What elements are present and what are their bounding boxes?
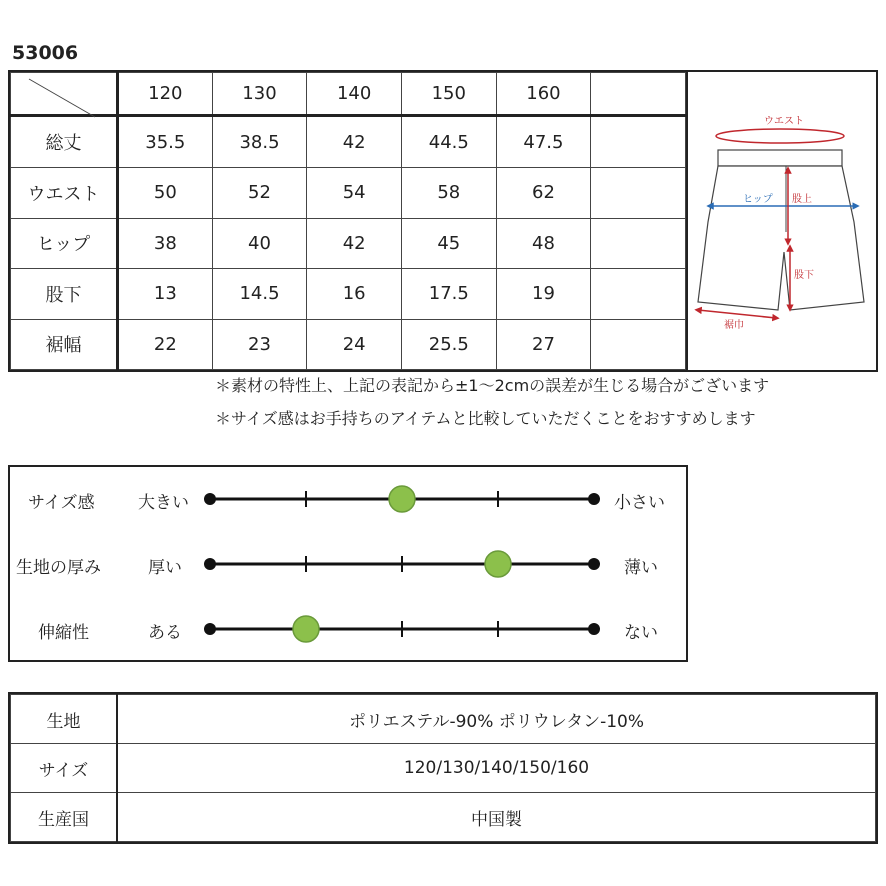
row-label: 総丈 [11,115,118,167]
table-row [11,168,686,218]
row-label: 股下 [11,269,118,319]
scale-label-size: サイズ感 [28,493,95,513]
table-cell: 42 [307,115,402,167]
table-row [11,269,686,319]
table-cell [591,218,686,268]
product-code: 53006 [12,42,79,64]
table-cell: 22 [118,319,213,369]
spec-table [8,692,878,844]
table-row [11,695,876,744]
size-header: 160 [496,73,591,116]
spec-key-origin: 生産国 [11,793,118,842]
table-cell: 24 [307,319,402,369]
table-row [11,793,876,842]
scale-label-stretch: 伸縮性 [38,623,89,643]
table-cell: 40 [212,218,307,268]
table-cell: 50 [118,168,213,218]
table-cell: 48 [496,218,591,268]
table-cell: 14.5 [212,269,307,319]
fit-scale-panel [8,465,688,662]
table-row [11,744,876,793]
spec-value-fabric: ポリエステル-90% ポリウレタン-10% [117,695,876,744]
table-cell: 13 [118,269,213,319]
scale-right-label: ない [624,623,658,643]
table-cell: 19 [496,269,591,319]
rise-label: 股上 [792,194,812,205]
size-table [8,70,688,372]
table-row [11,319,686,369]
size-header: 120 [118,73,213,116]
note-compare-items: ＊サイズ感はお手持ちのアイテムと比較していただくことをおすすめします [215,409,756,428]
table-cell: 45 [401,218,496,268]
row-label: ウエスト [11,168,118,218]
table-cell: 27 [496,319,591,369]
table-cell: 58 [401,168,496,218]
table-cell [591,269,686,319]
size-header-row [11,73,686,116]
table-cell [591,115,686,167]
scale-left-label: 厚い [148,558,182,578]
scale-track [200,481,606,517]
scale-left-label: 大きい [138,493,189,513]
waist-label: ウエスト [764,116,804,127]
table-cell: 44.5 [401,115,496,167]
row-label: 裾幅 [11,319,118,369]
size-header: 150 [401,73,496,116]
table-cell [591,168,686,218]
table-corner-cell [11,73,118,116]
shorts-measurement-diagram [688,70,878,372]
hem-label: 裾巾 [724,320,744,331]
scale-track [200,546,606,582]
scale-left-label: ある [148,623,182,643]
table-cell: 54 [307,168,402,218]
scale-right-label: 小さい [614,493,665,513]
spec-value-origin: 中国製 [117,793,876,842]
size-header [591,73,686,116]
table-cell [591,319,686,369]
table-cell: 38.5 [212,115,307,167]
hip-label: ヒップ [743,194,773,205]
corner-diagonal-line [11,73,116,121]
table-cell: 17.5 [401,269,496,319]
shorts-illustration [688,72,876,372]
scale-marker [485,551,511,577]
table-cell: 47.5 [496,115,591,167]
table-row [11,115,686,167]
scale-marker [389,486,415,512]
table-cell: 16 [307,269,402,319]
spec-value-size: 120/130/140/150/160 [117,744,876,793]
inseam-label: 股下 [794,270,814,281]
size-header: 140 [307,73,402,116]
table-cell: 25.5 [401,319,496,369]
table-cell: 62 [496,168,591,218]
table-row [11,218,686,268]
table-cell: 35.5 [118,115,213,167]
table-cell: 38 [118,218,213,268]
spec-key-size: サイズ [11,744,118,793]
scale-track [200,611,606,647]
size-header: 130 [212,73,307,116]
scale-marker [293,616,319,642]
scale-right-label: 薄い [624,558,658,578]
note-measurement-error: ＊素材の特性上、上記の表記から±1〜2cmの誤差が生じる場合がございます [215,376,770,395]
row-label: ヒップ [11,218,118,268]
spec-key-fabric: 生地 [11,695,118,744]
table-cell: 23 [212,319,307,369]
table-cell: 52 [212,168,307,218]
table-cell: 42 [307,218,402,268]
scale-label-thickness: 生地の厚み [16,558,101,578]
